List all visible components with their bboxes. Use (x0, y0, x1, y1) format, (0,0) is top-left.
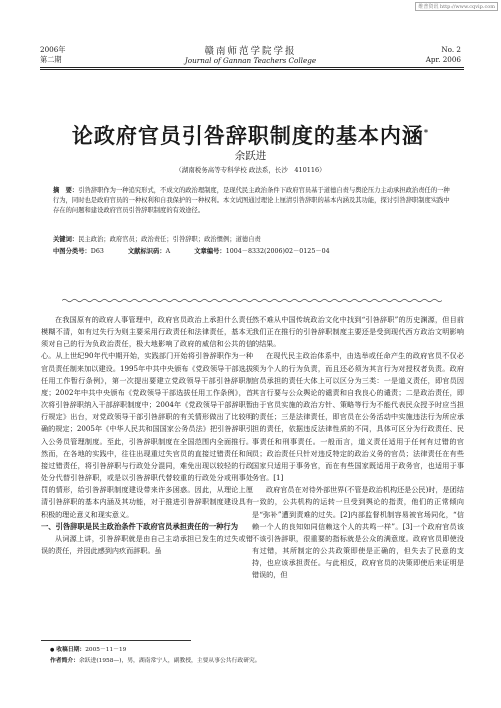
author-affiliation: （湖南税务高等专科学校 政法系，长沙 410116） (175, 166, 326, 174)
body-paragraph: 在现代民主政治体系中，由选举或任命产生的政府官员不仅必须为个人的行为负责，而且还必须为其言行为对授权者负责。政府官员承担的责任大体上可以区分为三类：一是道义责任，即官员因其言行要与公众舆论的谴责和自我良心的谴责；二是政治责任，即由于官员实施的政治方针、策略等行为不能代表民众授予时应当担的责任；三是法律责任，即官员在公务活动中实施违法行为所应承担的责任，依据违反法律性质的不同，具体可区分为行政责任、民事责任和刑事责任。一般而言，道义责任适用于任何有过错的官员；政治责任只针对违反特定的政治义务的官员；法律责任在有些国家只适用于事务官，而在有些国家既适用于政务官，也适用于事务官。[1] (252, 351, 464, 483)
received-date: ● 收稿日期：2005－11－19 (50, 647, 127, 653)
journal-title-cn: 赣南师范学院学报 (204, 46, 297, 57)
classification-line: 中图分类号：D63 文献标识码：A 文章编号：1004－8332(2006)02－0125－04 (53, 248, 330, 255)
header-year: 2006年 (40, 45, 66, 54)
header-date: Apr. 2006 (425, 55, 461, 64)
author-name: 余跃进 (234, 150, 267, 162)
section-divider-wave (62, 298, 442, 303)
header-issue: 第二期 (40, 55, 62, 64)
footnote-rule (41, 640, 191, 641)
author-bio: 作者简介：余跃进(1958—)，男，湖南常宁人，副教授，主要从事公共行政研究。 (50, 658, 261, 664)
watermark-badge: 维普资讯 http://www.cqvip.com (415, 2, 498, 11)
keywords: 关键词：民主政治；政府官员；政治责任；引咎辞职；政治惯例；道德自责 (53, 236, 261, 243)
body-paragraph: 在我国原有的政府人事管理中，政府官员政治上承担什么责任模糊不清，如有过失行为则主要采用行政责任和法律责任，基本无须对自己的行为负政治责任，极大地影响了政府的威信和公共的信心。从上世纪90年代中期开始，实践部门开始将引咎辞职作为一种官员责任制来加以建设。1995年中共中央颁布《党政领导干部选拔任用工作暂行条例》，第一次提出要建立党政领导干部引咎辞职制度；2002年中共中央颁布《党政领导干部选拔任用工作条例》，首次将引咎辞职纳入干部辞职制度中；2004年《党政领导干部辞职暂行规定》出台，对党政领导干部引咎辞职的有关情形做出了比较明确的规定；2005年《中华人民共和国国家公务员法》把引咎辞职引入公务员管理制度。至此，引咎辞职制度在全国范围内全面推行。然而，在各地的实践中，往往出现重过失官员的直接过错责任和间接过错责任，将引咎辞职与行政处分混同，难免出现以较轻的行政处分代替引咎辞职，或是以引咎辞职代替较重的行政处分或刑事处罚的情形，给引咎辞职制度建设带来许多困惑。因此，从理论上厘清引咎辞职的基本内涵及其功能，对于推进引咎辞职制度建设具有积极的理论意义和现实意义。 (41, 315, 253, 519)
header-rule-bottom (40, 69, 464, 70)
title-footnote-mark: * (423, 127, 430, 137)
body-paragraph: 从词源上讲，引咎辞职就是由自己主动承担已发生的过失或错误的责任，并因此感到内疚而辞职。虽 (41, 533, 253, 555)
abstract-label: 摘 要： (53, 187, 79, 194)
abstract-text: 引咎辞职作为一种追究形式，不成文的政治理制度，是现代民主政治条件下政府官员基于道德自责与舆论压力主动承担政治责任的一种行为，同时也是政府官员的一种权利和自我保护的一种权利。本文试图通过理论上厘清引咎辞职的基本内涵及其功能，探讨引咎辞职制度实践中存在的问题和建设政府官员引咎辞职制度的有效途径。 (53, 187, 450, 215)
body-paragraph: 然不难从中国传统政治文化中找到“引咎辞职”的历史渊源，但目前我们正在推行的引咎辞职制度主要还是受到现代西方政治文明影响的结果。 (252, 315, 464, 349)
header-number: No. 2 (441, 45, 461, 54)
header-rule-top (40, 67, 464, 68)
body-left-column (41, 314, 253, 557)
abstract (53, 186, 455, 217)
body-paragraph: 政府官员在对待外部世界(不管是政治机构还是公民)时，是团结一致的，公共机构的运转一旦受到舆论的指责，他们的正常倾向是“弥补”遭到责难的过失。[2]内部监督机制容易被官场同化，“信赖一个人的良知如同信赖这个人的共鸣一样”。[3]一个政府官员该不该引咎辞职，很重要的指标就是公众的满意度。政府官员即使没有过错，其所制定的公共政策即使是正确的，但失去了民意的支持，也应该承担责任。与此相反，政府官员的决策即使后来证明是错误的，但 (252, 485, 464, 580)
body-right-column (252, 314, 464, 581)
section-heading: 一、引咎辞职是民主政治条件下政府官员承担责任的一种行为 (41, 521, 239, 531)
paper-title: 论政府官员引咎辞职制度的基本内涵* (71, 123, 430, 148)
journal-title-en: Journal of Gannan Teachers College (184, 56, 317, 65)
